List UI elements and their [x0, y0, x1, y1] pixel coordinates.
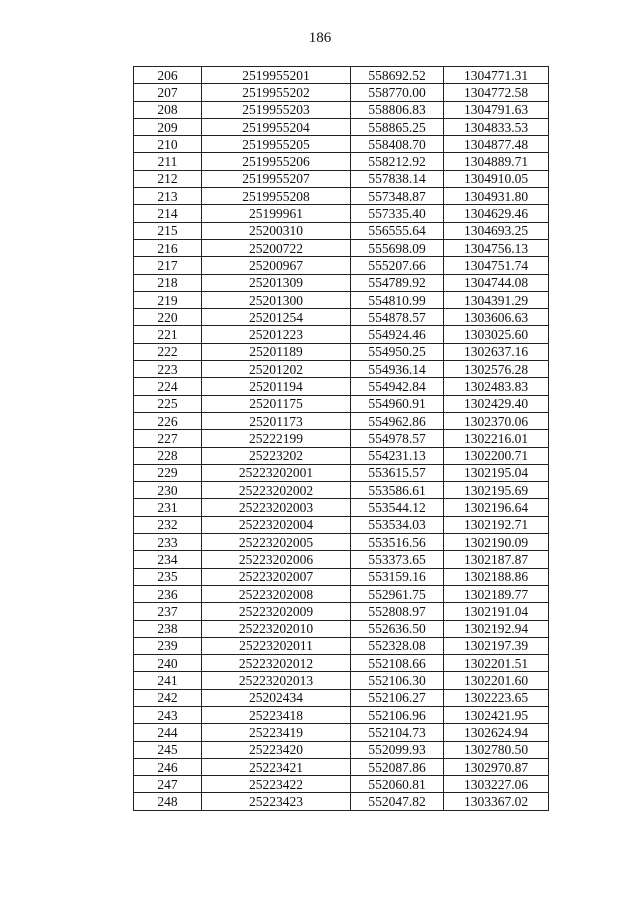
y-coordinate-cell: 1304756.13 [444, 239, 549, 256]
table-row [134, 309, 549, 326]
table-row [134, 689, 549, 706]
point-id-cell: 25223202011 [202, 637, 351, 654]
x-coordinate-cell: 553534.03 [351, 516, 444, 533]
point-id-cell: 25223202002 [202, 482, 351, 499]
x-coordinate-cell: 552047.82 [351, 793, 444, 810]
table-row [134, 568, 549, 585]
table-row [134, 343, 549, 360]
point-id-cell: 25223202007 [202, 568, 351, 585]
row-number-cell: 214 [134, 205, 202, 222]
table-row [134, 378, 549, 395]
x-coordinate-cell: 552087.86 [351, 758, 444, 775]
y-coordinate-cell: 1303367.02 [444, 793, 549, 810]
row-number-cell: 243 [134, 706, 202, 723]
row-number-cell: 216 [134, 239, 202, 256]
point-id-cell: 2519955205 [202, 136, 351, 153]
point-id-cell: 2519955203 [202, 101, 351, 118]
y-coordinate-cell: 1304931.80 [444, 188, 549, 205]
x-coordinate-cell: 553159.16 [351, 568, 444, 585]
row-number-cell: 206 [134, 67, 202, 84]
row-number-cell: 224 [134, 378, 202, 395]
x-coordinate-cell: 553586.61 [351, 482, 444, 499]
row-number-cell: 229 [134, 464, 202, 481]
row-number-cell: 246 [134, 758, 202, 775]
y-coordinate-cell: 1302970.87 [444, 758, 549, 775]
point-id-cell: 25201173 [202, 412, 351, 429]
row-number-cell: 209 [134, 118, 202, 135]
table-row [134, 257, 549, 274]
table-row [134, 637, 549, 654]
table-row [134, 291, 549, 308]
row-number-cell: 230 [134, 482, 202, 499]
table-row [134, 776, 549, 793]
y-coordinate-cell: 1302624.94 [444, 724, 549, 741]
point-id-cell: 25223202012 [202, 655, 351, 672]
y-coordinate-cell: 1303227.06 [444, 776, 549, 793]
table-row [134, 603, 549, 620]
y-coordinate-cell: 1302780.50 [444, 741, 549, 758]
x-coordinate-cell: 552106.96 [351, 706, 444, 723]
table-row [134, 412, 549, 429]
row-number-cell: 221 [134, 326, 202, 343]
row-number-cell: 227 [134, 430, 202, 447]
y-coordinate-cell: 1302191.04 [444, 603, 549, 620]
row-number-cell: 218 [134, 274, 202, 291]
y-coordinate-cell: 1302429.40 [444, 395, 549, 412]
row-number-cell: 213 [134, 188, 202, 205]
x-coordinate-cell: 554942.84 [351, 378, 444, 395]
coordinates-table [133, 66, 549, 811]
table-row [134, 758, 549, 775]
row-number-cell: 236 [134, 585, 202, 602]
y-coordinate-cell: 1302187.87 [444, 551, 549, 568]
y-coordinate-cell: 1302421.95 [444, 706, 549, 723]
point-id-cell: 25199961 [202, 205, 351, 222]
y-coordinate-cell: 1302192.94 [444, 620, 549, 637]
row-number-cell: 208 [134, 101, 202, 118]
row-number-cell: 245 [134, 741, 202, 758]
point-id-cell: 25223202008 [202, 585, 351, 602]
x-coordinate-cell: 552106.30 [351, 672, 444, 689]
y-coordinate-cell: 1304889.71 [444, 153, 549, 170]
point-id-cell: 2519955208 [202, 188, 351, 205]
row-number-cell: 247 [134, 776, 202, 793]
table-row [134, 274, 549, 291]
row-number-cell: 235 [134, 568, 202, 585]
table-row [134, 672, 549, 689]
x-coordinate-cell: 552961.75 [351, 585, 444, 602]
point-id-cell: 25223421 [202, 758, 351, 775]
y-coordinate-cell: 1302197.39 [444, 637, 549, 654]
point-id-cell: 25223202005 [202, 534, 351, 551]
y-coordinate-cell: 1302483.83 [444, 378, 549, 395]
row-number-cell: 237 [134, 603, 202, 620]
point-id-cell: 25223419 [202, 724, 351, 741]
point-id-cell: 25223202003 [202, 499, 351, 516]
point-id-cell: 25223420 [202, 741, 351, 758]
point-id-cell: 25201223 [202, 326, 351, 343]
row-number-cell: 248 [134, 793, 202, 810]
y-coordinate-cell: 1302637.16 [444, 343, 549, 360]
x-coordinate-cell: 554978.57 [351, 430, 444, 447]
table-row [134, 482, 549, 499]
x-coordinate-cell: 552099.93 [351, 741, 444, 758]
table-row [134, 655, 549, 672]
row-number-cell: 240 [134, 655, 202, 672]
table-row [134, 136, 549, 153]
x-coordinate-cell: 552106.27 [351, 689, 444, 706]
row-number-cell: 241 [134, 672, 202, 689]
row-number-cell: 234 [134, 551, 202, 568]
y-coordinate-cell: 1304771.31 [444, 67, 549, 84]
x-coordinate-cell: 554924.46 [351, 326, 444, 343]
point-id-cell: 25201194 [202, 378, 351, 395]
point-id-cell: 2519955201 [202, 67, 351, 84]
table-row [134, 516, 549, 533]
y-coordinate-cell: 1304751.74 [444, 257, 549, 274]
y-coordinate-cell: 1304772.58 [444, 84, 549, 101]
row-number-cell: 210 [134, 136, 202, 153]
point-id-cell: 25201202 [202, 361, 351, 378]
row-number-cell: 222 [134, 343, 202, 360]
x-coordinate-cell: 554962.86 [351, 412, 444, 429]
y-coordinate-cell: 1302201.60 [444, 672, 549, 689]
x-coordinate-cell: 552636.50 [351, 620, 444, 637]
table-row [134, 153, 549, 170]
point-id-cell: 25223202010 [202, 620, 351, 637]
x-coordinate-cell: 558806.83 [351, 101, 444, 118]
row-number-cell: 226 [134, 412, 202, 429]
point-id-cell: 2519955207 [202, 170, 351, 187]
row-number-cell: 231 [134, 499, 202, 516]
x-coordinate-cell: 556555.64 [351, 222, 444, 239]
row-number-cell: 217 [134, 257, 202, 274]
point-id-cell: 2519955206 [202, 153, 351, 170]
table-row [134, 395, 549, 412]
y-coordinate-cell: 1302190.09 [444, 534, 549, 551]
table-row [134, 222, 549, 239]
y-coordinate-cell: 1304791.63 [444, 101, 549, 118]
x-coordinate-cell: 552104.73 [351, 724, 444, 741]
table-row [134, 620, 549, 637]
row-number-cell: 223 [134, 361, 202, 378]
point-id-cell: 25223423 [202, 793, 351, 810]
point-id-cell: 25201300 [202, 291, 351, 308]
table-row [134, 430, 549, 447]
point-id-cell: 25223418 [202, 706, 351, 723]
point-id-cell: 25200722 [202, 239, 351, 256]
point-id-cell: 25223202006 [202, 551, 351, 568]
table-row [134, 118, 549, 135]
x-coordinate-cell: 553516.56 [351, 534, 444, 551]
table-row [134, 464, 549, 481]
table-row [134, 361, 549, 378]
x-coordinate-cell: 554789.92 [351, 274, 444, 291]
table-row [134, 326, 549, 343]
x-coordinate-cell: 552060.81 [351, 776, 444, 793]
y-coordinate-cell: 1302195.69 [444, 482, 549, 499]
x-coordinate-cell: 555207.66 [351, 257, 444, 274]
row-number-cell: 211 [134, 153, 202, 170]
x-coordinate-cell: 557348.87 [351, 188, 444, 205]
table-row [134, 793, 549, 810]
point-id-cell: 25223202 [202, 447, 351, 464]
row-number-cell: 207 [134, 84, 202, 101]
point-id-cell: 25202434 [202, 689, 351, 706]
x-coordinate-cell: 554231.13 [351, 447, 444, 464]
row-number-cell: 232 [134, 516, 202, 533]
table-row [134, 84, 549, 101]
y-coordinate-cell: 1302192.71 [444, 516, 549, 533]
x-coordinate-cell: 558865.25 [351, 118, 444, 135]
y-coordinate-cell: 1302370.06 [444, 412, 549, 429]
table-row [134, 188, 549, 205]
table-row [134, 101, 549, 118]
x-coordinate-cell: 554878.57 [351, 309, 444, 326]
page-number: 186 [308, 30, 332, 46]
row-number-cell: 233 [134, 534, 202, 551]
y-coordinate-cell: 1302189.77 [444, 585, 549, 602]
y-coordinate-cell: 1304693.25 [444, 222, 549, 239]
y-coordinate-cell: 1302195.04 [444, 464, 549, 481]
y-coordinate-cell: 1303606.63 [444, 309, 549, 326]
x-coordinate-cell: 554936.14 [351, 361, 444, 378]
x-coordinate-cell: 552328.08 [351, 637, 444, 654]
row-number-cell: 239 [134, 637, 202, 654]
point-id-cell: 25201254 [202, 309, 351, 326]
y-coordinate-cell: 1304910.05 [444, 170, 549, 187]
table-row [134, 724, 549, 741]
point-id-cell: 25223422 [202, 776, 351, 793]
row-number-cell: 212 [134, 170, 202, 187]
point-id-cell: 25201175 [202, 395, 351, 412]
point-id-cell: 25223202013 [202, 672, 351, 689]
point-id-cell: 25222199 [202, 430, 351, 447]
table-row [134, 741, 549, 758]
table-row [134, 447, 549, 464]
point-id-cell: 25201189 [202, 343, 351, 360]
x-coordinate-cell: 554960.91 [351, 395, 444, 412]
point-id-cell: 25223202001 [202, 464, 351, 481]
y-coordinate-cell: 1304744.08 [444, 274, 549, 291]
table-row [134, 551, 549, 568]
table-row [134, 205, 549, 222]
x-coordinate-cell: 558408.70 [351, 136, 444, 153]
table-row [134, 534, 549, 551]
y-coordinate-cell: 1302200.71 [444, 447, 549, 464]
x-coordinate-cell: 554810.99 [351, 291, 444, 308]
point-id-cell: 25200967 [202, 257, 351, 274]
point-id-cell: 25201309 [202, 274, 351, 291]
x-coordinate-cell: 555698.09 [351, 239, 444, 256]
row-number-cell: 228 [134, 447, 202, 464]
y-coordinate-cell: 1304877.48 [444, 136, 549, 153]
y-coordinate-cell: 1304391.29 [444, 291, 549, 308]
table-row [134, 67, 549, 84]
x-coordinate-cell: 552808.97 [351, 603, 444, 620]
row-number-cell: 225 [134, 395, 202, 412]
point-id-cell: 25223202004 [202, 516, 351, 533]
x-coordinate-cell: 553373.65 [351, 551, 444, 568]
row-number-cell: 242 [134, 689, 202, 706]
x-coordinate-cell: 553615.57 [351, 464, 444, 481]
table-row [134, 499, 549, 516]
x-coordinate-cell: 557335.40 [351, 205, 444, 222]
row-number-cell: 220 [134, 309, 202, 326]
y-coordinate-cell: 1304833.53 [444, 118, 549, 135]
y-coordinate-cell: 1302576.28 [444, 361, 549, 378]
row-number-cell: 244 [134, 724, 202, 741]
row-number-cell: 219 [134, 291, 202, 308]
x-coordinate-cell: 554950.25 [351, 343, 444, 360]
table-body [134, 67, 549, 811]
y-coordinate-cell: 1302201.51 [444, 655, 549, 672]
point-id-cell: 2519955204 [202, 118, 351, 135]
x-coordinate-cell: 552108.66 [351, 655, 444, 672]
row-number-cell: 238 [134, 620, 202, 637]
y-coordinate-cell: 1302223.65 [444, 689, 549, 706]
x-coordinate-cell: 557838.14 [351, 170, 444, 187]
point-id-cell: 2519955202 [202, 84, 351, 101]
y-coordinate-cell: 1303025.60 [444, 326, 549, 343]
y-coordinate-cell: 1304629.46 [444, 205, 549, 222]
table-row [134, 585, 549, 602]
y-coordinate-cell: 1302216.01 [444, 430, 549, 447]
table-row [134, 239, 549, 256]
x-coordinate-cell: 558692.52 [351, 67, 444, 84]
point-id-cell: 25223202009 [202, 603, 351, 620]
x-coordinate-cell: 558212.92 [351, 153, 444, 170]
y-coordinate-cell: 1302196.64 [444, 499, 549, 516]
y-coordinate-cell: 1302188.86 [444, 568, 549, 585]
x-coordinate-cell: 558770.00 [351, 84, 444, 101]
point-id-cell: 25200310 [202, 222, 351, 239]
table-row [134, 706, 549, 723]
x-coordinate-cell: 553544.12 [351, 499, 444, 516]
row-number-cell: 215 [134, 222, 202, 239]
table-row [134, 170, 549, 187]
